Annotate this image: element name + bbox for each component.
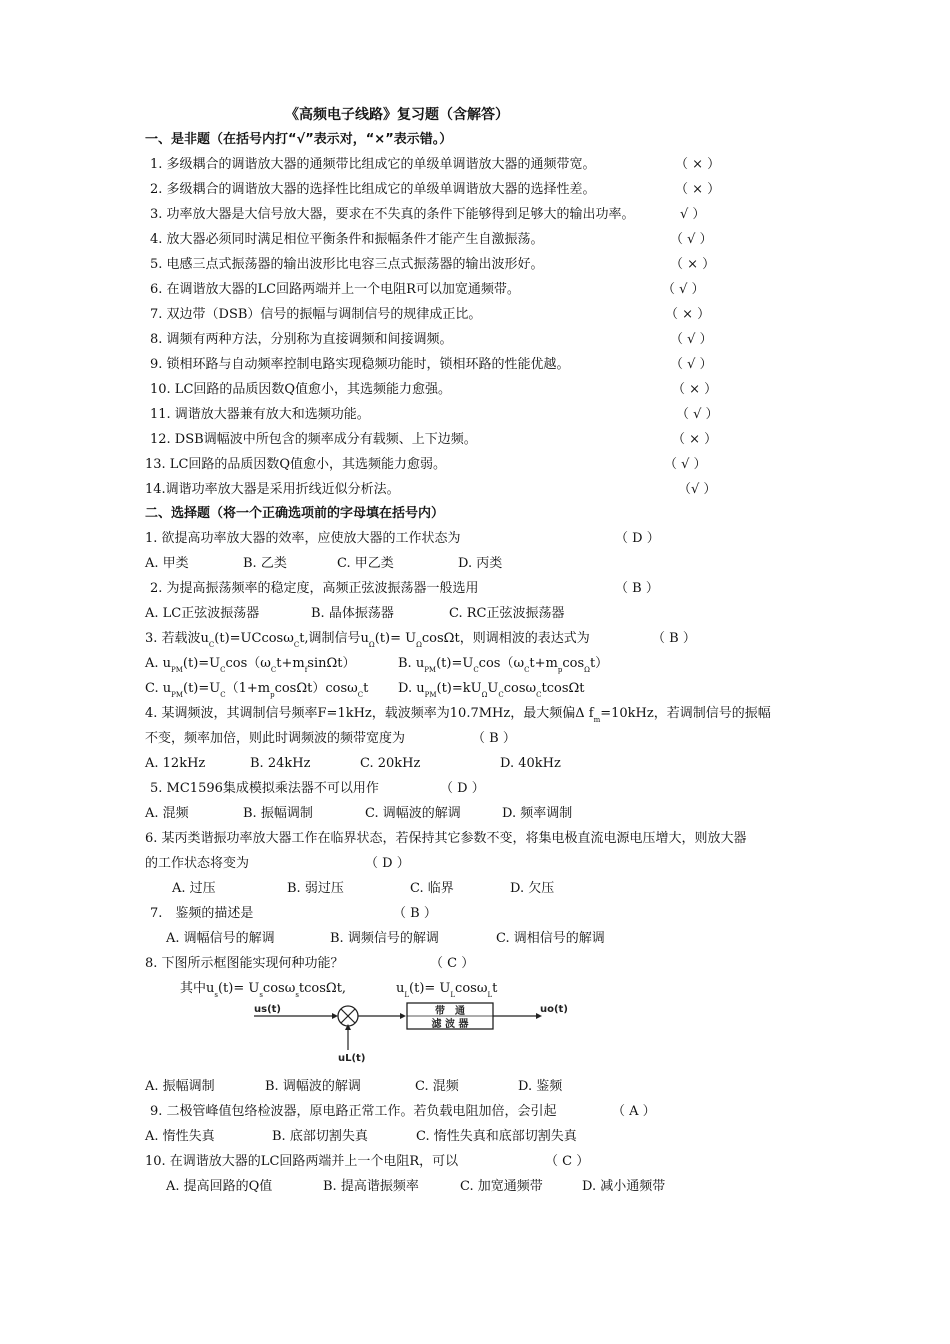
option: C. 20kHz bbox=[360, 756, 421, 771]
answer-6: （ D ） bbox=[365, 856, 410, 871]
opt-text: (t)=kU bbox=[436, 681, 482, 696]
option: D. 40kHz bbox=[500, 756, 561, 771]
option: C. 加宽通频带 bbox=[460, 1179, 543, 1194]
opt-text: sinΩt） bbox=[307, 656, 356, 671]
true-false-question: 12. DSB调幅波中所包含的频率成分有载频、上下边频。 bbox=[150, 432, 477, 447]
option: D. 频率调制 bbox=[502, 806, 573, 821]
question-6: 6. 某丙类谐振功率放大器工作在临界状态，若保持其它参数不变，将集电极直流电源电压增大，则放大器 bbox=[145, 831, 747, 846]
question-4 bbox=[145, 705, 771, 724]
option: D. 鉴频 bbox=[518, 1079, 563, 1094]
option: C. RC正弦波振荡器 bbox=[449, 606, 565, 621]
subscript: s bbox=[295, 991, 299, 999]
true-false-question: 4. 放大器必须同时满足相位平衡条件和振幅条件才能产生自激振荡。 bbox=[150, 232, 544, 247]
opt-text: U bbox=[487, 681, 499, 696]
true-false-question: 3. 功率放大器是大信号放大器，要求在不失真的条件下能够得到足够大的输出功率。 bbox=[150, 207, 635, 222]
answer-9: （ A ） bbox=[612, 1104, 656, 1119]
true-false-answer: （ × ） bbox=[670, 257, 716, 272]
option-c bbox=[145, 680, 368, 699]
question-2: 2. 为提高振荡频率的稳定度，高频正弦波振荡器一般选用 bbox=[150, 581, 479, 596]
true-false-answer: （ √ ） bbox=[670, 332, 713, 347]
subscript: C bbox=[536, 691, 542, 699]
q3-text: (t)=UCcosω bbox=[214, 631, 294, 646]
option: A. LC正弦波振荡器 bbox=[145, 606, 260, 621]
true-false-question: 14.调谐功率放大器是采用折线近似分析法。 bbox=[145, 482, 400, 497]
answer-8: （ C ） bbox=[430, 956, 475, 971]
opt-text: B. u bbox=[398, 656, 425, 671]
option-a bbox=[145, 655, 356, 674]
option: B. 提高谐振频率 bbox=[323, 1179, 419, 1194]
option-b bbox=[398, 655, 608, 674]
q8-text: 其中u bbox=[180, 981, 215, 996]
question-8: 8. 下图所示框图能实现何种功能？ bbox=[145, 956, 344, 971]
question-9: 9. 二极管峰值包络检波器，原电路正常工作。若负载电阻加倍，会引起 bbox=[150, 1104, 557, 1119]
option: D. 丙类 bbox=[458, 556, 503, 571]
opt-text: （1+m bbox=[225, 681, 271, 696]
subscript: m bbox=[593, 716, 601, 724]
opt-text: cosΩt）cosω bbox=[274, 681, 358, 696]
opt-text: t bbox=[363, 681, 369, 696]
question-4-cont: 不变，频率加倍，则此时调频波的频带宽度为 bbox=[145, 731, 406, 746]
subscript: PM bbox=[424, 691, 437, 699]
question-5: 5. MC1596集成模拟乘法器不可以用作 bbox=[150, 781, 379, 796]
option: A. 振幅调制 bbox=[145, 1079, 215, 1094]
subscript: C bbox=[357, 691, 364, 699]
subscript: C bbox=[220, 691, 226, 699]
option: C. 调相信号的解调 bbox=[496, 931, 605, 946]
opt-text: cosω bbox=[503, 681, 537, 696]
subscript: Ω bbox=[416, 641, 422, 649]
subscript: C bbox=[498, 691, 504, 699]
q8-text: cosω bbox=[455, 981, 488, 996]
option: C. 混频 bbox=[415, 1079, 459, 1094]
arrow-icon bbox=[400, 1013, 406, 1019]
true-false-question: 1. 多级耦合的调谐放大器的通频带比组成它的单级单调谐放大器的通频带宽。 bbox=[150, 157, 596, 172]
question-3 bbox=[145, 630, 590, 649]
page-title: 《高频电子线路》复习题（含解答） bbox=[285, 107, 509, 123]
true-false-question: 8. 调频有两种方法，分别称为直接调频和间接调频。 bbox=[150, 332, 453, 347]
true-false-question: 11. 调谐放大器兼有放大和选频功能。 bbox=[150, 407, 370, 422]
true-false-answer: （√ ） bbox=[678, 482, 717, 497]
filter-label: 滤 波 器 bbox=[431, 1019, 469, 1030]
subscript: C bbox=[220, 666, 226, 674]
true-false-answer: √ ） bbox=[680, 207, 706, 222]
question-7: 7. 鉴频的描述是 bbox=[150, 906, 254, 921]
subscript: Ω bbox=[368, 641, 375, 649]
option: C. 调幅波的解调 bbox=[365, 806, 461, 821]
opt-text: D. u bbox=[398, 681, 425, 696]
q3-text: cosΩt，则调相波的表达式为 bbox=[421, 631, 590, 646]
opt-text: A. u bbox=[145, 656, 172, 671]
block-diagram bbox=[250, 998, 590, 1068]
true-false-answer: （ × ） bbox=[675, 157, 721, 172]
q4-text: =10kHz，若调制信号的振幅 bbox=[600, 706, 771, 721]
diagram-label-ul: uL(t) bbox=[338, 1053, 366, 1064]
option: B. 晶体振荡器 bbox=[311, 606, 394, 621]
option: B. 乙类 bbox=[243, 556, 287, 571]
q3-text: 3. 若载波u bbox=[145, 631, 209, 646]
option: C. 甲乙类 bbox=[337, 556, 394, 571]
subscript: L bbox=[487, 991, 493, 999]
opt-text: C. u bbox=[145, 681, 172, 696]
q8-signal-us bbox=[180, 980, 346, 999]
q8-text: (t)= U bbox=[409, 981, 451, 996]
answer-10: （ C ） bbox=[545, 1154, 590, 1169]
q3-text: (t)= U bbox=[374, 631, 417, 646]
subscript: PM bbox=[171, 691, 184, 699]
answer-2: （ B ） bbox=[615, 581, 659, 596]
true-false-answer: （ √ ） bbox=[670, 357, 713, 372]
true-false-question: 13. LC回路的品质因数Q值愈小，其选频能力愈弱。 bbox=[145, 457, 447, 472]
answer-7: （ B ） bbox=[393, 906, 437, 921]
subscript: C bbox=[208, 641, 215, 649]
diagram-label-us: us(t) bbox=[254, 1004, 281, 1015]
subscript: C bbox=[293, 641, 300, 649]
true-false-answer: （ √ ） bbox=[676, 407, 719, 422]
opt-text: cos bbox=[562, 656, 585, 671]
opt-text: cos（ω bbox=[478, 656, 525, 671]
option: C. 惰性失真和底部切割失真 bbox=[416, 1129, 577, 1144]
opt-text: (t)=U bbox=[183, 681, 221, 696]
option: B. 调幅波的解调 bbox=[265, 1079, 361, 1094]
subscript: PM bbox=[424, 666, 437, 674]
option: B. 24kHz bbox=[250, 756, 311, 771]
true-false-answer: （ × ） bbox=[672, 382, 718, 397]
opt-text: cos（ω bbox=[225, 656, 271, 671]
subscript: C bbox=[270, 666, 277, 674]
option: A. 过压 bbox=[172, 881, 216, 896]
q8-text: tcosΩt, bbox=[298, 981, 347, 996]
opt-text: t+m bbox=[276, 656, 305, 671]
true-false-answer: （ × ） bbox=[675, 182, 721, 197]
filter-label: 带 通 bbox=[435, 1006, 465, 1017]
option: A. 提高回路的Q值 bbox=[166, 1179, 273, 1194]
answer-1: （ D ） bbox=[615, 531, 660, 546]
option: A. 12kHz bbox=[145, 756, 206, 771]
q3-text: t,调制信号u bbox=[299, 631, 369, 646]
true-false-question: 10. LC回路的品质因数Q值愈小，其选频能力愈强。 bbox=[150, 382, 452, 397]
true-false-answer: （ × ） bbox=[665, 307, 711, 322]
q8-text: cosω bbox=[262, 981, 296, 996]
q8-text: u bbox=[396, 981, 405, 996]
subscript: C bbox=[524, 666, 530, 674]
true-false-answer: （ √ ） bbox=[662, 282, 705, 297]
subscript: L bbox=[450, 991, 456, 999]
option: B. 弱过压 bbox=[287, 881, 344, 896]
q4-text: 4. 某调频波，其调制信号频率F=1kHz，载波频率为10.7MHz，最大频偏Δ f bbox=[145, 706, 594, 721]
subscript: PM bbox=[171, 666, 183, 674]
answer-3: （ B ） bbox=[652, 631, 696, 646]
opt-text: (t)=U bbox=[182, 656, 221, 671]
q8-text: t bbox=[492, 981, 498, 996]
option: D. 减小通频带 bbox=[582, 1179, 666, 1194]
option: A. 调幅信号的解调 bbox=[166, 931, 275, 946]
option: A. 甲类 bbox=[145, 556, 189, 571]
answer-5: （ D ） bbox=[440, 781, 485, 796]
option: A. 混频 bbox=[145, 806, 189, 821]
question-1: 1. 欲提高功率放大器的效率，应使放大器的工作状态为 bbox=[145, 531, 461, 546]
answer-4: （ B ） bbox=[472, 731, 516, 746]
question-10: 10. 在调谐放大器的LC回路两端并上一个电阻R，可以 bbox=[145, 1154, 459, 1169]
true-false-answer: （ √ ） bbox=[670, 232, 713, 247]
arrow-icon bbox=[332, 1013, 338, 1019]
option: C. 临界 bbox=[410, 881, 454, 896]
section-heading-true-false: 一、是非题（在括号内打“√”表示对，“×”表示错。） bbox=[145, 132, 453, 147]
subscript: C bbox=[473, 666, 479, 674]
opt-text: tcosΩt bbox=[541, 681, 585, 696]
subscript: p bbox=[557, 666, 563, 674]
option: B. 底部切割失真 bbox=[272, 1129, 368, 1144]
option-d bbox=[398, 680, 585, 699]
opt-text: t+m bbox=[529, 656, 558, 671]
q8-text: (t)= U bbox=[217, 981, 260, 996]
true-false-question: 9. 锁相环路与自动频率控制电路实现稳频功能时，锁相环路的性能优越。 bbox=[150, 357, 570, 372]
option: D. 欠压 bbox=[510, 881, 555, 896]
option: B. 调频信号的解调 bbox=[330, 931, 439, 946]
subscript: Ω bbox=[584, 666, 590, 674]
option: B. 振幅调制 bbox=[243, 806, 313, 821]
opt-text: t） bbox=[589, 656, 609, 671]
true-false-question: 6. 在调谐放大器的LC回路两端并上一个电阻R可以加宽通频带。 bbox=[150, 282, 520, 297]
true-false-question: 5. 电感三点式振荡器的输出波形比电容三点式振荡器的输出波形好。 bbox=[150, 257, 544, 272]
true-false-answer: （ × ） bbox=[672, 432, 718, 447]
option: A. 惰性失真 bbox=[145, 1129, 215, 1144]
diagram-label-uo: uo(t) bbox=[540, 1004, 568, 1015]
subscript: s bbox=[259, 991, 263, 999]
true-false-question: 2. 多级耦合的调谐放大器的选择性比组成它的单级单调谐放大器的选择性差。 bbox=[150, 182, 596, 197]
subscript: L bbox=[404, 991, 410, 999]
subscript: Ω bbox=[481, 691, 488, 699]
opt-text: (t)=U bbox=[436, 656, 474, 671]
question-6-cont: 的工作状态将变为 bbox=[145, 856, 250, 871]
section-heading-choice: 二、选择题（将一个正确选项前的字母填在括号内） bbox=[145, 506, 445, 521]
true-false-question: 7. 双边带（DSB）信号的振幅与调制信号的规律成正比。 bbox=[150, 307, 482, 322]
q8-signal-ul bbox=[396, 980, 497, 999]
subscript: p bbox=[270, 691, 275, 699]
subscript: f bbox=[304, 666, 308, 674]
true-false-answer: （ √ ） bbox=[664, 457, 707, 472]
subscript: s bbox=[214, 991, 218, 999]
